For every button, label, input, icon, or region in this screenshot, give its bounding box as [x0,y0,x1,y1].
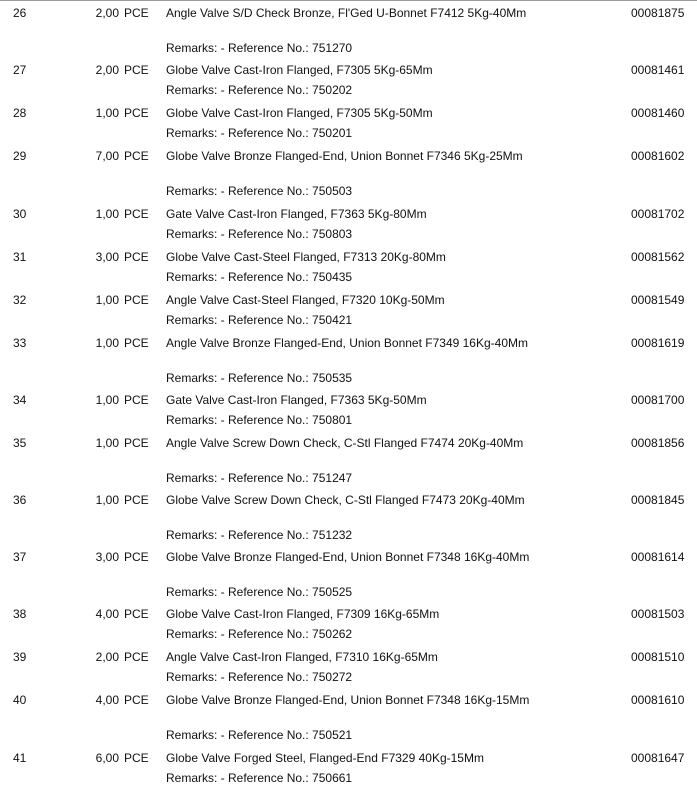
line-number: 26 [13,6,27,20]
unit: PCE [124,650,149,664]
item-code: 00081700 [631,393,685,407]
unit: PCE [124,6,149,20]
unit: PCE [124,63,149,77]
item-code: 00081562 [631,250,685,264]
line-number: 29 [13,149,27,163]
item-code: 00081647 [631,751,685,765]
item-code: 00081461 [631,63,685,77]
item-remarks: Remarks: - Reference No.: 750202 [166,83,353,97]
quantity: 1,00 [95,436,119,450]
quantity: 1,00 [95,106,119,120]
item-code: 00081875 [631,6,685,20]
quantity: 2,00 [95,650,119,664]
line-number: 36 [13,493,27,507]
item-code: 00081614 [631,550,685,564]
item-code: 00081619 [631,336,685,350]
unit: PCE [124,493,149,507]
quantity: 6,00 [95,751,119,765]
item-description: Globe Valve Cast-Iron Flanged, F7305 5Kg-50Mm [166,106,433,120]
item-remarks: Remarks: - Reference No.: 750525 [166,585,353,599]
line-number: 28 [13,106,27,120]
item-description: Globe Valve Cast-Iron Flanged, F7305 5Kg-65Mm [166,63,433,77]
quantity: 2,00 [95,63,119,77]
unit: PCE [124,336,149,350]
item-description: Globe Valve Forged Steel, Flanged-End F7329 40Kg-15Mm [166,751,484,765]
item-description: Globe Valve Bronze Flanged-End, Union Bonnet F7348 16Kg-15Mm [166,693,530,707]
item-description: Angle Valve S/D Check Bronze, Fl'Ged U-Bonnet F7412 5Kg-40Mm [166,6,527,20]
unit: PCE [124,393,149,407]
line-number: 27 [13,63,27,77]
unit: PCE [124,607,149,621]
item-description: Globe Valve Cast-Iron Flanged, F7309 16Kg-65Mm [166,607,440,621]
line-number: 39 [13,650,27,664]
top-rule [0,0,697,1]
item-remarks: Remarks: - Reference No.: 750661 [166,771,353,785]
line-number: 32 [13,293,27,307]
item-remarks: Remarks: - Reference No.: 750521 [166,728,353,742]
item-code: 00081602 [631,149,685,163]
item-remarks: Remarks: - Reference No.: 750435 [166,270,353,284]
quantity: 1,00 [95,336,119,350]
quantity: 1,00 [95,393,119,407]
item-description: Globe Valve Bronze Flanged-End, Union Bonnet F7348 16Kg-40Mm [166,550,530,564]
item-code: 00081460 [631,106,685,120]
item-remarks: Remarks: - Reference No.: 750201 [166,126,353,140]
line-number: 40 [13,693,27,707]
unit: PCE [124,250,149,264]
quantity: 1,00 [95,207,119,221]
item-code: 00081503 [631,607,685,621]
line-number: 41 [13,751,27,765]
quantity: 3,00 [95,250,119,264]
quantity: 3,00 [95,550,119,564]
item-remarks: Remarks: - Reference No.: 751232 [166,528,353,542]
unit: PCE [124,436,149,450]
line-number: 38 [13,607,27,621]
unit: PCE [124,751,149,765]
unit: PCE [124,106,149,120]
item-description: Gate Valve Cast-Iron Flanged, F7363 5Kg-80Mm [166,207,427,221]
line-number: 31 [13,250,27,264]
item-remarks: Remarks: - Reference No.: 750272 [166,670,353,684]
item-remarks: Remarks: - Reference No.: 750801 [166,413,353,427]
quantity: 4,00 [95,607,119,621]
line-number: 30 [13,207,27,221]
item-description: Globe Valve Bronze Flanged-End, Union Bonnet F7346 5Kg-25Mm [166,149,523,163]
item-description: Angle Valve Cast-Steel Flanged, F7320 10Kg-50Mm [166,293,445,307]
item-description: Gate Valve Cast-Iron Flanged, F7363 5Kg-50Mm [166,393,427,407]
item-description: Angle Valve Bronze Flanged-End, Union Bonnet F7349 16Kg-40Mm [166,336,528,350]
quantity: 7,00 [95,149,119,163]
item-code: 00081702 [631,207,685,221]
line-number: 37 [13,550,27,564]
item-remarks: Remarks: - Reference No.: 750535 [166,371,353,385]
quantity: 2,00 [95,6,119,20]
line-number: 33 [13,336,27,350]
item-description: Angle Valve Screw Down Check, C-Stl Flanged F7474 20Kg-40Mm [166,436,524,450]
item-remarks: Remarks: - Reference No.: 751270 [166,41,353,55]
quantity: 1,00 [95,493,119,507]
item-description: Globe Valve Screw Down Check, C-Stl Flanged F7473 20Kg-40Mm [166,493,525,507]
item-remarks: Remarks: - Reference No.: 750503 [166,184,353,198]
quantity: 4,00 [95,693,119,707]
unit: PCE [124,550,149,564]
item-code: 00081610 [631,693,685,707]
item-code: 00081549 [631,293,685,307]
item-description: Globe Valve Cast-Steel Flanged, F7313 20Kg-80Mm [166,250,446,264]
item-code: 00081856 [631,436,685,450]
item-code: 00081510 [631,650,685,664]
unit: PCE [124,693,149,707]
item-remarks: Remarks: - Reference No.: 750803 [166,227,353,241]
unit: PCE [124,149,149,163]
unit: PCE [124,293,149,307]
unit: PCE [124,207,149,221]
line-number: 35 [13,436,27,450]
item-code: 00081845 [631,493,685,507]
item-remarks: Remarks: - Reference No.: 751247 [166,471,353,485]
item-remarks: Remarks: - Reference No.: 750262 [166,627,353,641]
quantity: 1,00 [95,293,119,307]
line-number: 34 [13,393,27,407]
item-description: Angle Valve Cast-Iron Flanged, F7310 16Kg-65Mm [166,650,438,664]
item-remarks: Remarks: - Reference No.: 750421 [166,313,353,327]
